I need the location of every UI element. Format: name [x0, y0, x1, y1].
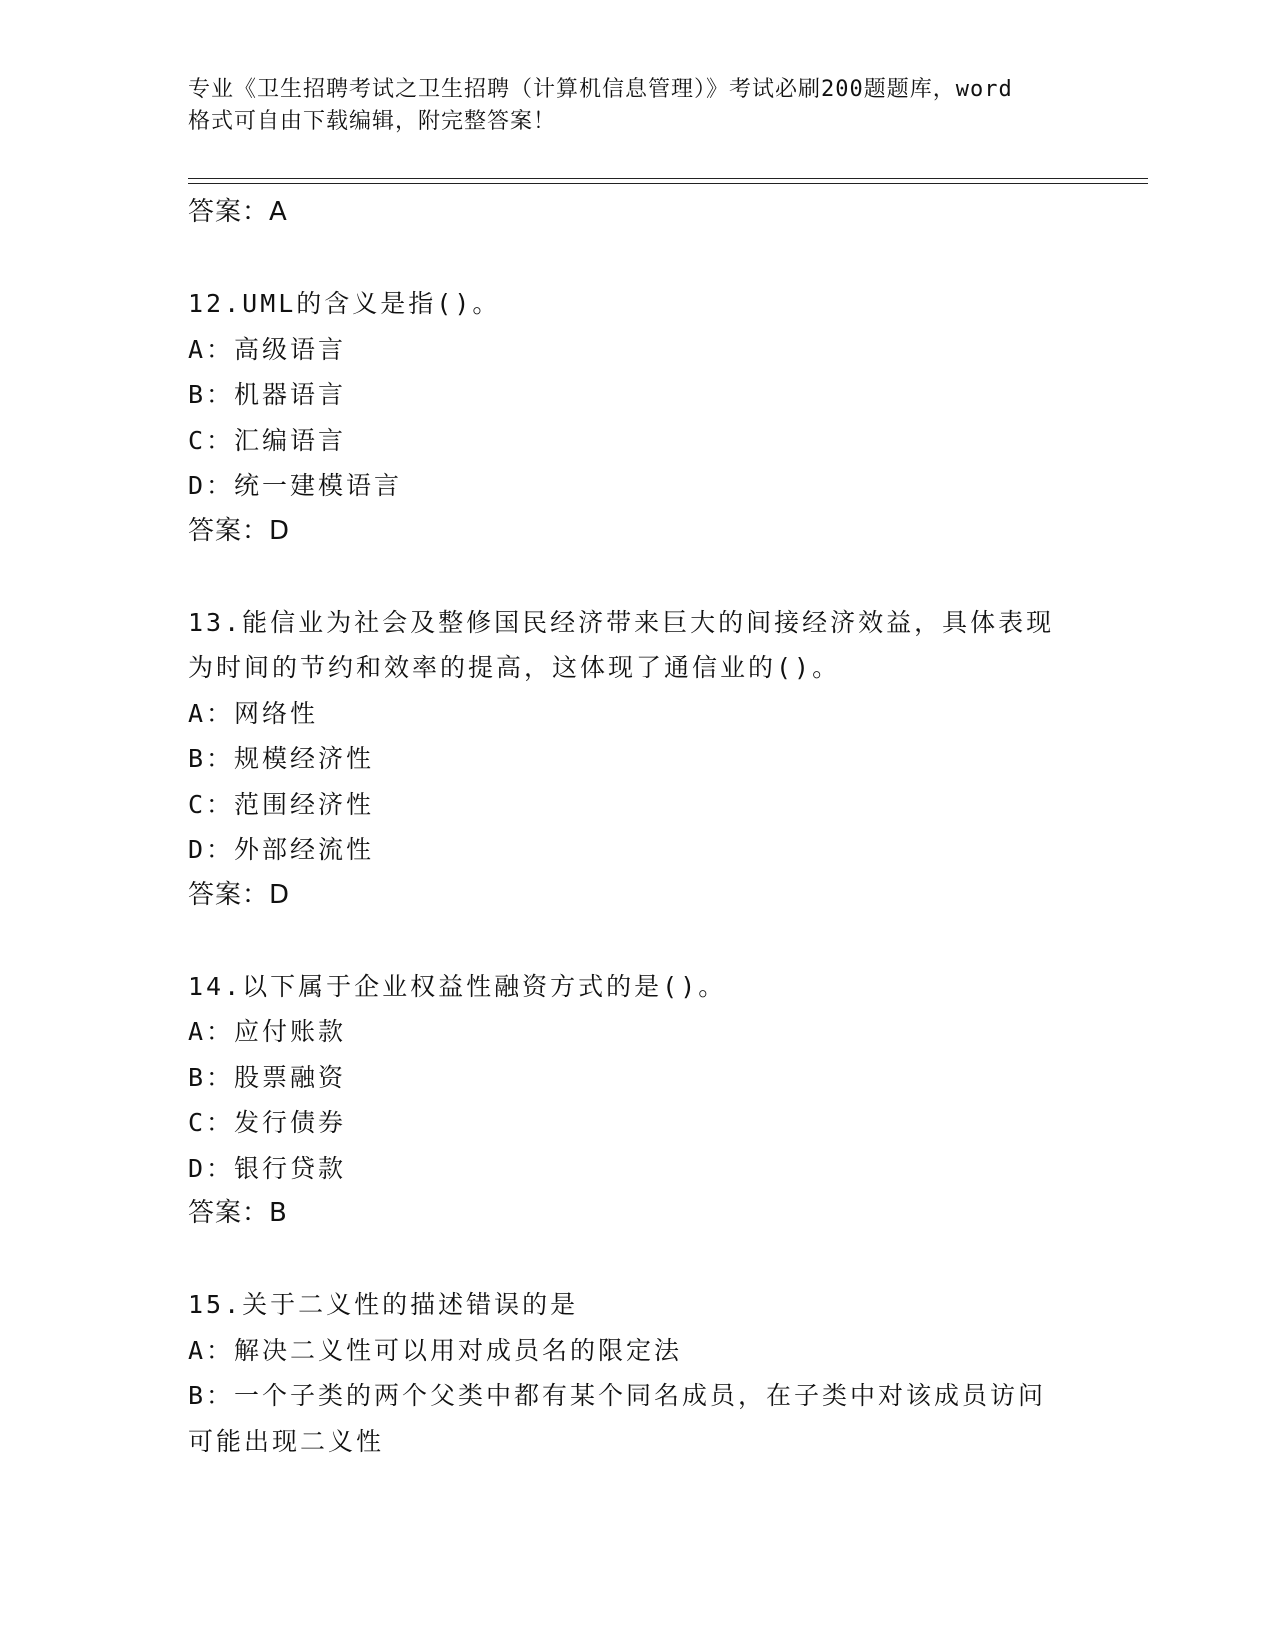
- question-stem: 15.关于二义性的描述错误的是: [188, 1290, 579, 1319]
- answer-line: 答案：D: [188, 515, 291, 546]
- option-d: D：银行贷款: [188, 1153, 347, 1183]
- header-line-2: 格式可自由下载编辑，附完整答案！: [188, 109, 557, 134]
- option-a: A：高级语言: [188, 334, 347, 364]
- question-14: [188, 964, 1088, 1237]
- option-d: D：外部经流性: [188, 835, 375, 864]
- document-header: [188, 74, 1088, 138]
- question-stem: 13.能信业为社会及整修国民经济带来巨大的间接经济效益，具体表现为时间的节约和效率的提高，这体现了通信业的()。: [188, 607, 1055, 682]
- question-13: [188, 600, 1088, 919]
- question-stem: 12.UML的含义是指()。: [188, 289, 501, 318]
- answer-line: 答案：A: [188, 197, 288, 227]
- answer-line: 答案：D: [188, 879, 291, 910]
- option-a: A：解决二义性可以用对成员名的限定法: [188, 1335, 683, 1365]
- header-divider: [188, 178, 1148, 184]
- option-a: A：网络性: [188, 698, 319, 728]
- option-b: B：规模经济性: [188, 744, 375, 773]
- question-15: [188, 1282, 1088, 1464]
- option-c: C：发行债券: [188, 1108, 347, 1137]
- option-b: B：机器语言: [188, 380, 347, 409]
- question-12: [188, 281, 1088, 554]
- option-b: B：股票融资: [188, 1062, 347, 1092]
- header-line-1: 专业《卫生招聘考试之卫生招聘（计算机信息管理）》考试必刷200题题库，word: [188, 77, 1013, 102]
- question-stem: 14.以下属于企业权益性融资方式的是()。: [188, 971, 727, 1001]
- option-a: A：应付账款: [188, 1017, 347, 1046]
- question-list: [188, 190, 1088, 1464]
- option-c: C：范围经济性: [188, 789, 375, 819]
- option-c: C：汇编语言: [188, 425, 347, 455]
- option-d: D：统一建模语言: [188, 471, 403, 500]
- option-b: B：一个子类的两个父类中都有某个同名成员，在子类中对该成员访问可能出现二义性: [188, 1381, 1047, 1456]
- answer-line: 答案：B: [188, 1198, 288, 1228]
